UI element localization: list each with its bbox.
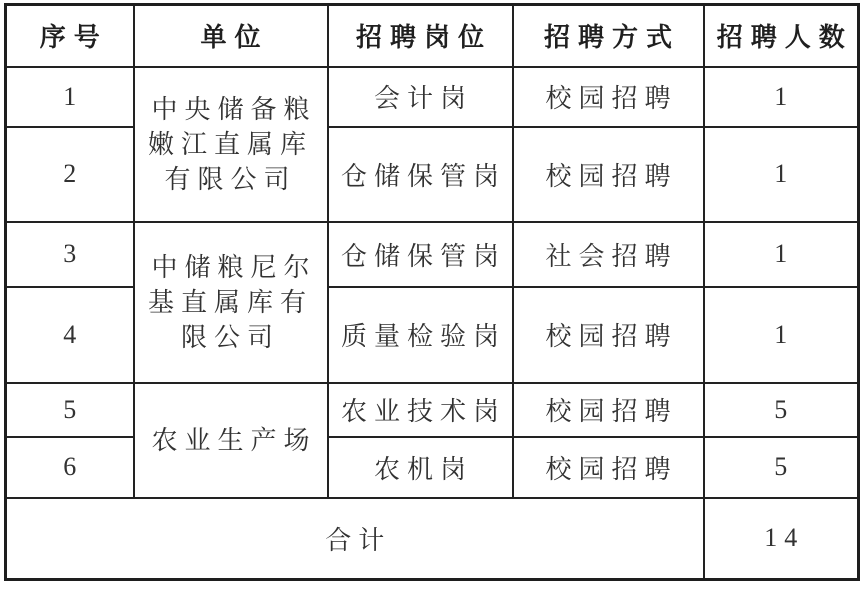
cell-unit-nierji-depot: 中储粮尼尔基直属库有限公司: [134, 222, 328, 383]
cell-position: 农机岗: [328, 437, 513, 498]
table-row: [6, 287, 859, 383]
recruitment-table: [4, 3, 860, 581]
header-serial-number: 序号: [6, 5, 134, 67]
table-row: [6, 222, 859, 287]
table-row: [6, 383, 859, 437]
cell-method: 校园招聘: [513, 127, 704, 222]
header-headcount: 招聘人数: [704, 5, 859, 67]
total-headcount-cell: 14: [704, 498, 859, 580]
cell-headcount: 1: [704, 127, 859, 222]
cell-serial-number: 5: [6, 383, 134, 437]
cell-method: 校园招聘: [513, 67, 704, 127]
cell-unit-agricultural-farm: 农业生产场: [134, 383, 328, 498]
cell-headcount: 1: [704, 67, 859, 127]
cell-serial-number: 3: [6, 222, 134, 287]
cell-serial-number: 2: [6, 127, 134, 222]
cell-method: 社会招聘: [513, 222, 704, 287]
cell-position: 会计岗: [328, 67, 513, 127]
cell-method: 校园招聘: [513, 383, 704, 437]
cell-headcount: 1: [704, 222, 859, 287]
total-row: [6, 498, 859, 580]
cell-headcount: 5: [704, 383, 859, 437]
table-row: [6, 67, 859, 127]
table-row: [6, 437, 859, 498]
total-label-cell: 合计: [6, 498, 704, 580]
header-position: 招聘岗位: [328, 5, 513, 67]
cell-serial-number: 6: [6, 437, 134, 498]
header-row: [6, 5, 859, 67]
cell-serial-number: 4: [6, 287, 134, 383]
cell-headcount: 1: [704, 287, 859, 383]
cell-method: 校园招聘: [513, 437, 704, 498]
cell-position: 农业技术岗: [328, 383, 513, 437]
cell-position: 质量检验岗: [328, 287, 513, 383]
cell-headcount: 5: [704, 437, 859, 498]
cell-position: 仓储保管岗: [328, 222, 513, 287]
header-unit: 单位: [134, 5, 328, 67]
header-method: 招聘方式: [513, 5, 704, 67]
table-row: [6, 127, 859, 222]
cell-unit-nenjiang-depot: 中央储备粮嫩江直属库有限公司: [134, 67, 328, 222]
cell-position: 仓储保管岗: [328, 127, 513, 222]
cell-method: 校园招聘: [513, 287, 704, 383]
cell-serial-number: 1: [6, 67, 134, 127]
